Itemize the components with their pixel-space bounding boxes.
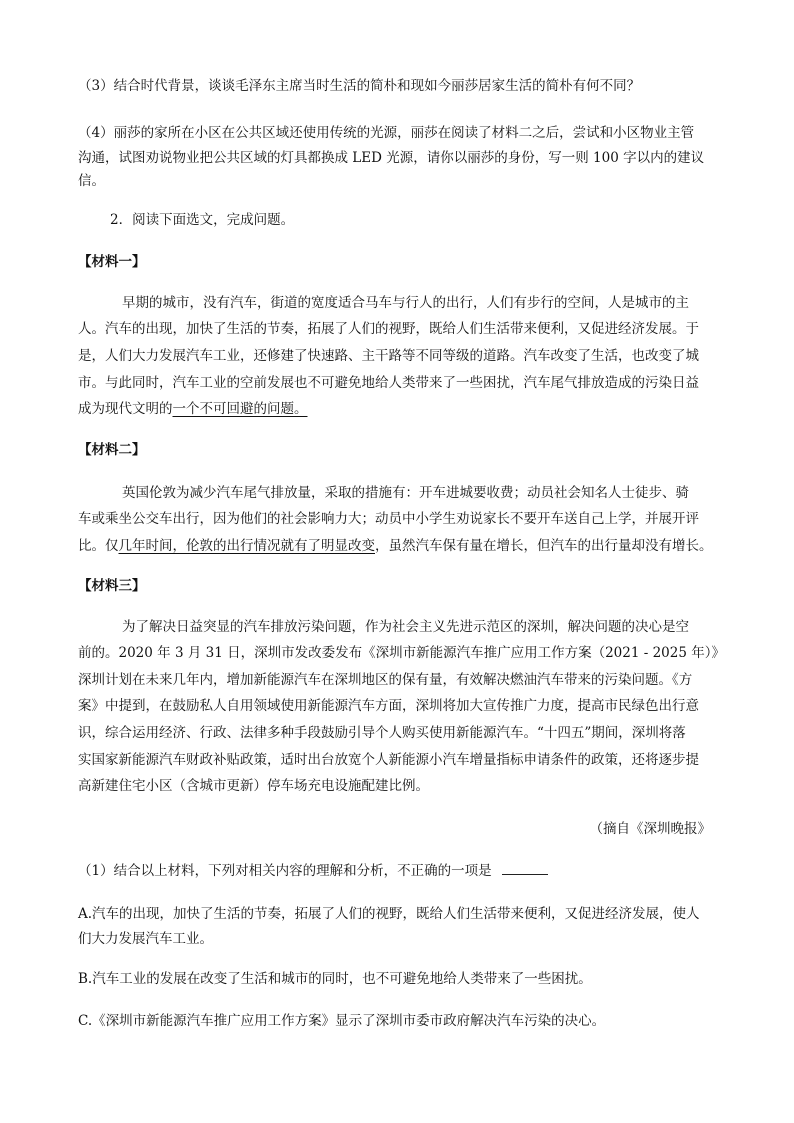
material-2-line-2: 车或乘坐公交车出行，因为他们的社会影响力大；动员中小学生劝说家长不要开车送自己上学，并展开评 bbox=[78, 511, 699, 527]
material-1-line-4: 市。与此同时，汽车工业的空前发展也不可避免地给人类带来了一些困扰，汽车尾气排放造成的污染日益 bbox=[78, 375, 699, 391]
material-1-line-5-prefix: 成为现代文明的 bbox=[78, 401, 173, 417]
material-1-line-1: 早期的城市，没有汽车，街道的宽度适合马车与行人的出行，人们有步行的空间，人是城市的主 bbox=[122, 295, 689, 311]
question-1-text: （1）结合以上材料，下列对相关内容的理解和分析，不正确的一项是 bbox=[78, 863, 492, 879]
material-2-title: 【材料二】 bbox=[78, 442, 146, 458]
option-a-line-1: A.汽车的出现，加快了生活的节奏，拓展了人们的视野，既给人们生活带来便利，又促进经济发展，使人 bbox=[78, 906, 700, 922]
question-1 bbox=[78, 862, 548, 880]
question-4-line-2: 沟通，试图劝说物业把公共区域的灯具都换成 LED 光源，请你以丽莎的身份，写一则 100 字以内的建议 bbox=[78, 150, 705, 166]
material-3-line-2: 前的。2020 年 3 月 31 日，深圳市发改委发布《深圳市新能源汽车推广应用工作方案（2021 - 2025 年）》 bbox=[78, 645, 725, 661]
material-1-line-5 bbox=[78, 400, 308, 418]
material-3-line-3: 深圳计划在未来几年内，增加新能源汽车在深圳地区的保有量，有效解决燃油汽车带来的污染问题。《方 bbox=[78, 672, 693, 688]
question-3: （3）结合时代背景，谈谈毛泽东主席当时生活的简朴和现如今丽莎居家生活的简朴有何不同？ bbox=[78, 78, 641, 94]
material-3-line-1: 为了解决日益突显的汽车排放污染问题，作为社会主义先进示范区的深圳，解决问题的决心是空 bbox=[122, 619, 689, 635]
option-a-line-2: 们大力发展汽车工业。 bbox=[78, 931, 213, 947]
material-3-title: 【材料三】 bbox=[78, 578, 146, 594]
answer-blank[interactable] bbox=[502, 862, 548, 875]
material-2-line-3-prefix: 比。仅 bbox=[78, 538, 119, 554]
material-3-line-4: 案》中提到，在鼓励私人自用领域使用新能源汽车方面，深圳将加大宣传推广力度，提高市民绿色出行意 bbox=[78, 698, 699, 714]
option-c: C.《深圳市新能源汽车推广应用工作方案》显示了深圳市委市政府解决汽车污染的决心。 bbox=[78, 1013, 606, 1029]
material-2-underlined-phrase: 几年时间，伦敦的出行情况就有了明显改变 bbox=[118, 538, 375, 554]
question-4-line-1: （4）丽莎的家所在小区在公共区域还使用传统的光源，丽莎在阅读了材料二之后，尝试和小区物业主管 bbox=[78, 125, 695, 141]
material-3-line-6: 实国家新能源汽车财政补贴政策，适时出台放宽个人新能源小汽车增量指标申请条件的政策，还将逐步提 bbox=[78, 752, 699, 768]
option-b: B.汽车工业的发展在改变了生活和城市的同时，也不可避免地给人类带来了一些困扰。 bbox=[78, 971, 592, 987]
material-3-line-7: 高新建住宅小区（含城市更新）停车场充电设施配建比例。 bbox=[78, 778, 429, 794]
source-citation: （摘自《深圳晚报》 bbox=[589, 821, 711, 837]
material-1-title: 【材料一】 bbox=[78, 254, 146, 270]
material-2-line-3-suffix: ，虽然汽车保有量在增长，但汽车的出行量却没有增长。 bbox=[375, 538, 713, 554]
material-2-line-1: 英国伦敦为减少汽车尾气排放量，采取的措施有：开车进城要收费；动员社会知名人士徒步、骑 bbox=[122, 485, 689, 501]
material-1-underlined-phrase: 一个不可回避的问题。 bbox=[172, 401, 308, 417]
material-2-line-3 bbox=[78, 537, 713, 555]
material-1-line-3: 是，人们大力发展汽车工业，还修建了快速路、主干路等不同等级的道路。汽车改变了生活，也改变了城 bbox=[78, 348, 699, 364]
material-1-line-2: 人。汽车的出现，加快了生活的节奏，拓展了人们的视野，既给人们生活带来便利，又促进经济发展。于 bbox=[78, 321, 699, 337]
question-4-line-3: 信。 bbox=[78, 173, 105, 189]
section-2-title: 2．阅读下面选文，完成问题。 bbox=[110, 212, 295, 228]
material-3-line-5: 识，综合运用经济、行政、法律多种手段鼓励引导个人购买使用新能源汽车。“十四五”期间，深圳将落 bbox=[78, 725, 686, 741]
